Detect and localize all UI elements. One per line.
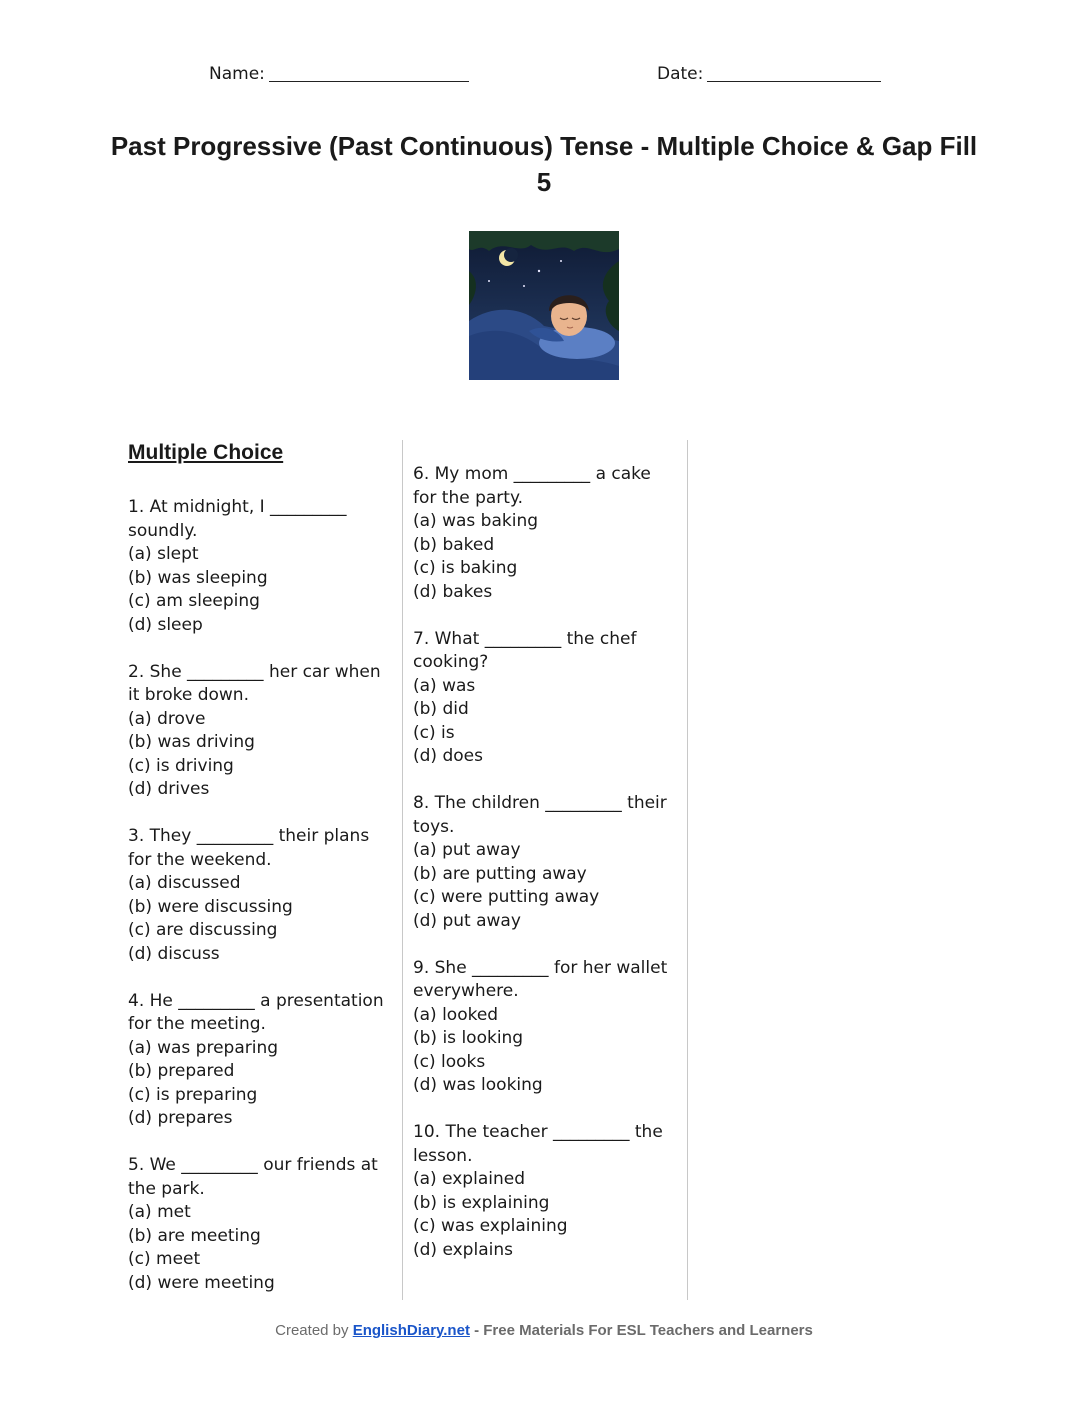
question-8 xyxy=(413,792,675,933)
date-field[interactable] xyxy=(657,64,881,84)
answer-option[interactable]: (b) were discussing xyxy=(128,896,293,917)
answer-option[interactable]: (b) was driving xyxy=(128,732,255,752)
question-text: toys. xyxy=(413,816,455,837)
answer-option[interactable]: (d) was looking xyxy=(413,1075,543,1095)
footer-suffix: - Free Materials For ESL Teachers and Learners xyxy=(474,1322,813,1339)
question-text: 2. She _________ her car when xyxy=(128,661,381,682)
answer-option[interactable]: (c) are discussing xyxy=(128,920,278,940)
question-text: 7. What _________ the chef xyxy=(413,628,637,649)
question-3 xyxy=(128,825,390,966)
question-text: for the weekend. xyxy=(128,849,272,870)
questions-column-2 xyxy=(413,463,675,1286)
answer-option[interactable]: (c) were putting away xyxy=(413,887,600,907)
questions-column-1 xyxy=(128,440,390,1319)
answer-option[interactable]: (a) met xyxy=(128,1202,191,1222)
answer-option[interactable]: (b) did xyxy=(413,699,469,719)
answer-option[interactable]: (c) is xyxy=(413,722,455,743)
answer-option[interactable]: (d) discuss xyxy=(128,943,220,964)
worksheet-title: Past Progressive (Past Continuous) Tense - Multiple Choice & Gap Fill 5 xyxy=(110,131,978,197)
answer-option[interactable]: (c) is driving xyxy=(128,755,234,776)
answer-option[interactable]: (b) is looking xyxy=(413,1028,524,1048)
answer-option[interactable]: (b) baked xyxy=(413,534,495,555)
question-text: cooking? xyxy=(413,652,489,672)
question-text: 4. He _________ a presentation xyxy=(128,990,384,1011)
column-divider xyxy=(687,440,688,1300)
answer-option[interactable]: (b) prepared xyxy=(128,1061,235,1081)
name-blank[interactable] xyxy=(269,65,469,82)
name-field[interactable] xyxy=(209,64,469,84)
question-9 xyxy=(413,957,675,1098)
question-4 xyxy=(128,990,390,1131)
question-text: lesson. xyxy=(413,1145,473,1166)
answer-option[interactable]: (d) sleep xyxy=(128,614,203,635)
date-label: Date: xyxy=(657,64,704,84)
question-text: 5. We _________ our friends at xyxy=(128,1155,378,1175)
answer-option[interactable]: (a) explained xyxy=(413,1169,525,1189)
question-1 xyxy=(128,496,390,637)
answer-option[interactable]: (b) is explaining xyxy=(413,1192,550,1213)
answer-option[interactable]: (a) was xyxy=(413,675,476,696)
answer-option[interactable]: (d) prepares xyxy=(128,1108,233,1128)
column-divider xyxy=(402,440,403,1300)
answer-option[interactable]: (d) put away xyxy=(413,910,521,931)
answer-option[interactable]: (d) does xyxy=(413,746,483,766)
answer-option[interactable]: (d) explains xyxy=(413,1239,513,1260)
name-label: Name: xyxy=(209,64,265,84)
question-10 xyxy=(413,1121,675,1262)
footer-prefix: Created by xyxy=(275,1322,349,1339)
date-blank[interactable] xyxy=(707,65,881,82)
question-text: for the meeting. xyxy=(128,1014,266,1034)
question-text: 9. She _________ for her wallet xyxy=(413,957,668,978)
answer-option[interactable]: (c) is preparing xyxy=(128,1084,258,1105)
answer-option[interactable]: (d) were meeting xyxy=(128,1272,275,1293)
footer xyxy=(0,1322,1088,1339)
answer-option[interactable]: (a) slept xyxy=(128,544,199,564)
answer-option[interactable]: (c) is baking xyxy=(413,558,518,578)
question-text: it broke down. xyxy=(128,685,249,705)
answer-option[interactable]: (a) looked xyxy=(413,1004,499,1025)
englishdiary-link[interactable]: EnglishDiary.net xyxy=(352,1322,470,1339)
answer-option[interactable]: (a) was baking xyxy=(413,511,539,531)
question-text: the park. xyxy=(128,1178,205,1199)
question-text: 1. At midnight, I _________ xyxy=(128,497,347,517)
answer-option[interactable]: (b) was sleeping xyxy=(128,567,268,588)
answer-option[interactable]: (a) put away xyxy=(413,840,521,860)
section-heading: Multiple Choice xyxy=(128,441,284,464)
sleeping-boy-illustration xyxy=(469,231,619,380)
question-text: 8. The children _________ their xyxy=(413,793,667,813)
question-text: 3. They _________ their plans xyxy=(128,826,370,846)
question-7 xyxy=(413,628,675,769)
answer-option[interactable]: (c) meet xyxy=(128,1249,201,1269)
question-text: 10. The teacher _________ the xyxy=(413,1122,663,1142)
question-2 xyxy=(128,661,390,802)
question-6 xyxy=(413,463,675,604)
answer-option[interactable]: (b) are meeting xyxy=(128,1225,261,1246)
answer-option[interactable]: (c) was explaining xyxy=(413,1216,568,1236)
question-text: soundly. xyxy=(128,520,198,541)
answer-option[interactable]: (a) discussed xyxy=(128,873,241,893)
answer-option[interactable]: (c) looks xyxy=(413,1051,486,1072)
answer-option[interactable]: (a) was preparing xyxy=(128,1037,279,1058)
question-5 xyxy=(128,1154,390,1295)
answer-option[interactable]: (d) bakes xyxy=(413,581,493,602)
answer-option[interactable]: (c) am sleeping xyxy=(128,591,260,611)
answer-option[interactable]: (a) drove xyxy=(128,708,206,729)
answer-option[interactable]: (b) are putting away xyxy=(413,863,587,884)
answer-option[interactable]: (d) drives xyxy=(128,779,210,799)
question-text: everywhere. xyxy=(413,981,519,1001)
question-text: 6. My mom _________ a cake xyxy=(413,464,651,484)
question-text: for the party. xyxy=(413,487,523,508)
